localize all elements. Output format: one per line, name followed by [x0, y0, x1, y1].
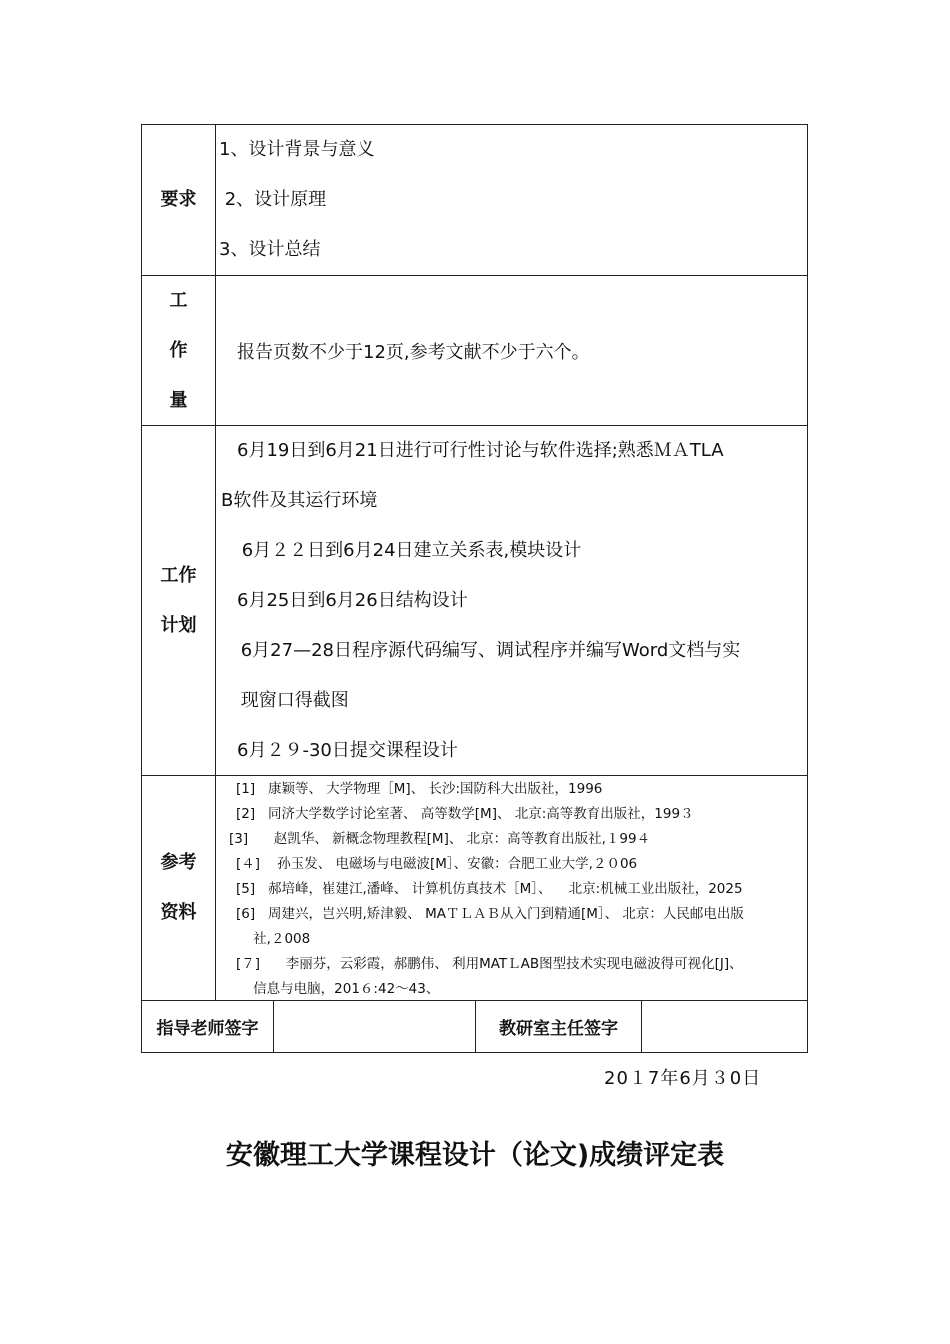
workload-text: 报告页数不少于12页,参考文献不少于六个。	[237, 341, 590, 363]
plan-line: 6月２９-30日提交课程设计	[237, 740, 458, 761]
workload-label: 工 作 量	[142, 276, 216, 425]
references-row	[142, 776, 807, 1001]
director-signature-label: 教研室主任签字	[476, 1001, 642, 1052]
workload-row	[142, 276, 807, 426]
requirement-item: 2、设计原理	[219, 189, 327, 210]
plan-line: 6月25日到6月26日结构设计	[237, 590, 468, 611]
requirements-content	[216, 125, 807, 275]
plan-line: B软件及其运行环境	[221, 490, 378, 511]
reference-item: 社,２008	[236, 931, 311, 947]
plan-line: 6月２２日到6月24日建立关系表,模块设计	[236, 540, 582, 561]
references-content	[216, 776, 807, 1000]
evaluation-form-title: 安徽理工大学课程设计（论文)成绩评定表	[225, 1140, 725, 1171]
workload-content	[216, 276, 807, 425]
work-plan-row	[142, 426, 807, 776]
reference-item: [７] 李丽芬，云彩霞，郝鹏伟、 利用MATＬAB图型技术实现电磁波得可视化[J]、	[236, 956, 743, 972]
director-signature-field[interactable]	[642, 1001, 807, 1052]
requirement-item: 3、设计总结	[219, 239, 321, 260]
reference-item: [４] 孙玉发、 电磁场与电磁波[M］、安徽：合肥工业大学,２０06	[236, 856, 638, 872]
reference-item: 信息与电脑，201６:42～43、	[236, 981, 440, 997]
advisor-signature-field[interactable]	[274, 1001, 476, 1052]
signature-row	[142, 1001, 807, 1052]
reference-item: [3] 赵凯华、 新概念物理教程[M]、 北京：高等教育出版社,１99４	[229, 831, 651, 847]
requirements-label: 要求	[142, 125, 216, 275]
requirements-row	[142, 125, 807, 276]
reference-item: [1] 康颖等、 大学物理［M]、 长沙:国防科大出版社，1996	[236, 781, 603, 797]
plan-line: 6月19日到6月21日进行可行性讨论与软件选择;熟悉ＭＡTLA	[237, 440, 724, 461]
references-label: 参考 资料	[142, 776, 216, 1000]
reference-item: [2] 同济大学数学讨论室著、 高等数学[M]、 北京:高等教育出版社，199３	[236, 806, 694, 822]
document-date: 20１7年6月３0日	[604, 1068, 762, 1089]
plan-line: 现窗口得截图	[235, 690, 349, 711]
work-plan-content	[216, 426, 807, 775]
assignment-table	[141, 124, 808, 1053]
reference-item: [5] 郝培峰，崔建江,潘峰、 计算机仿真技术［M］、 北京:机械工业出版社，2025	[236, 881, 743, 897]
plan-line: 6月27—28日程序源代码编写、调试程序并编写Word文档与实	[235, 640, 741, 661]
advisor-signature-label: 指导老师签字	[142, 1001, 274, 1052]
reference-item: [6] 周建兴，岂兴明,矫津毅、 MAＴＬＡＢ从入门到精通[M］、 北京：人民邮电出版	[236, 906, 744, 922]
requirement-item: 1、设计背景与意义	[219, 139, 375, 160]
work-plan-label: 工作 计划	[142, 426, 216, 775]
